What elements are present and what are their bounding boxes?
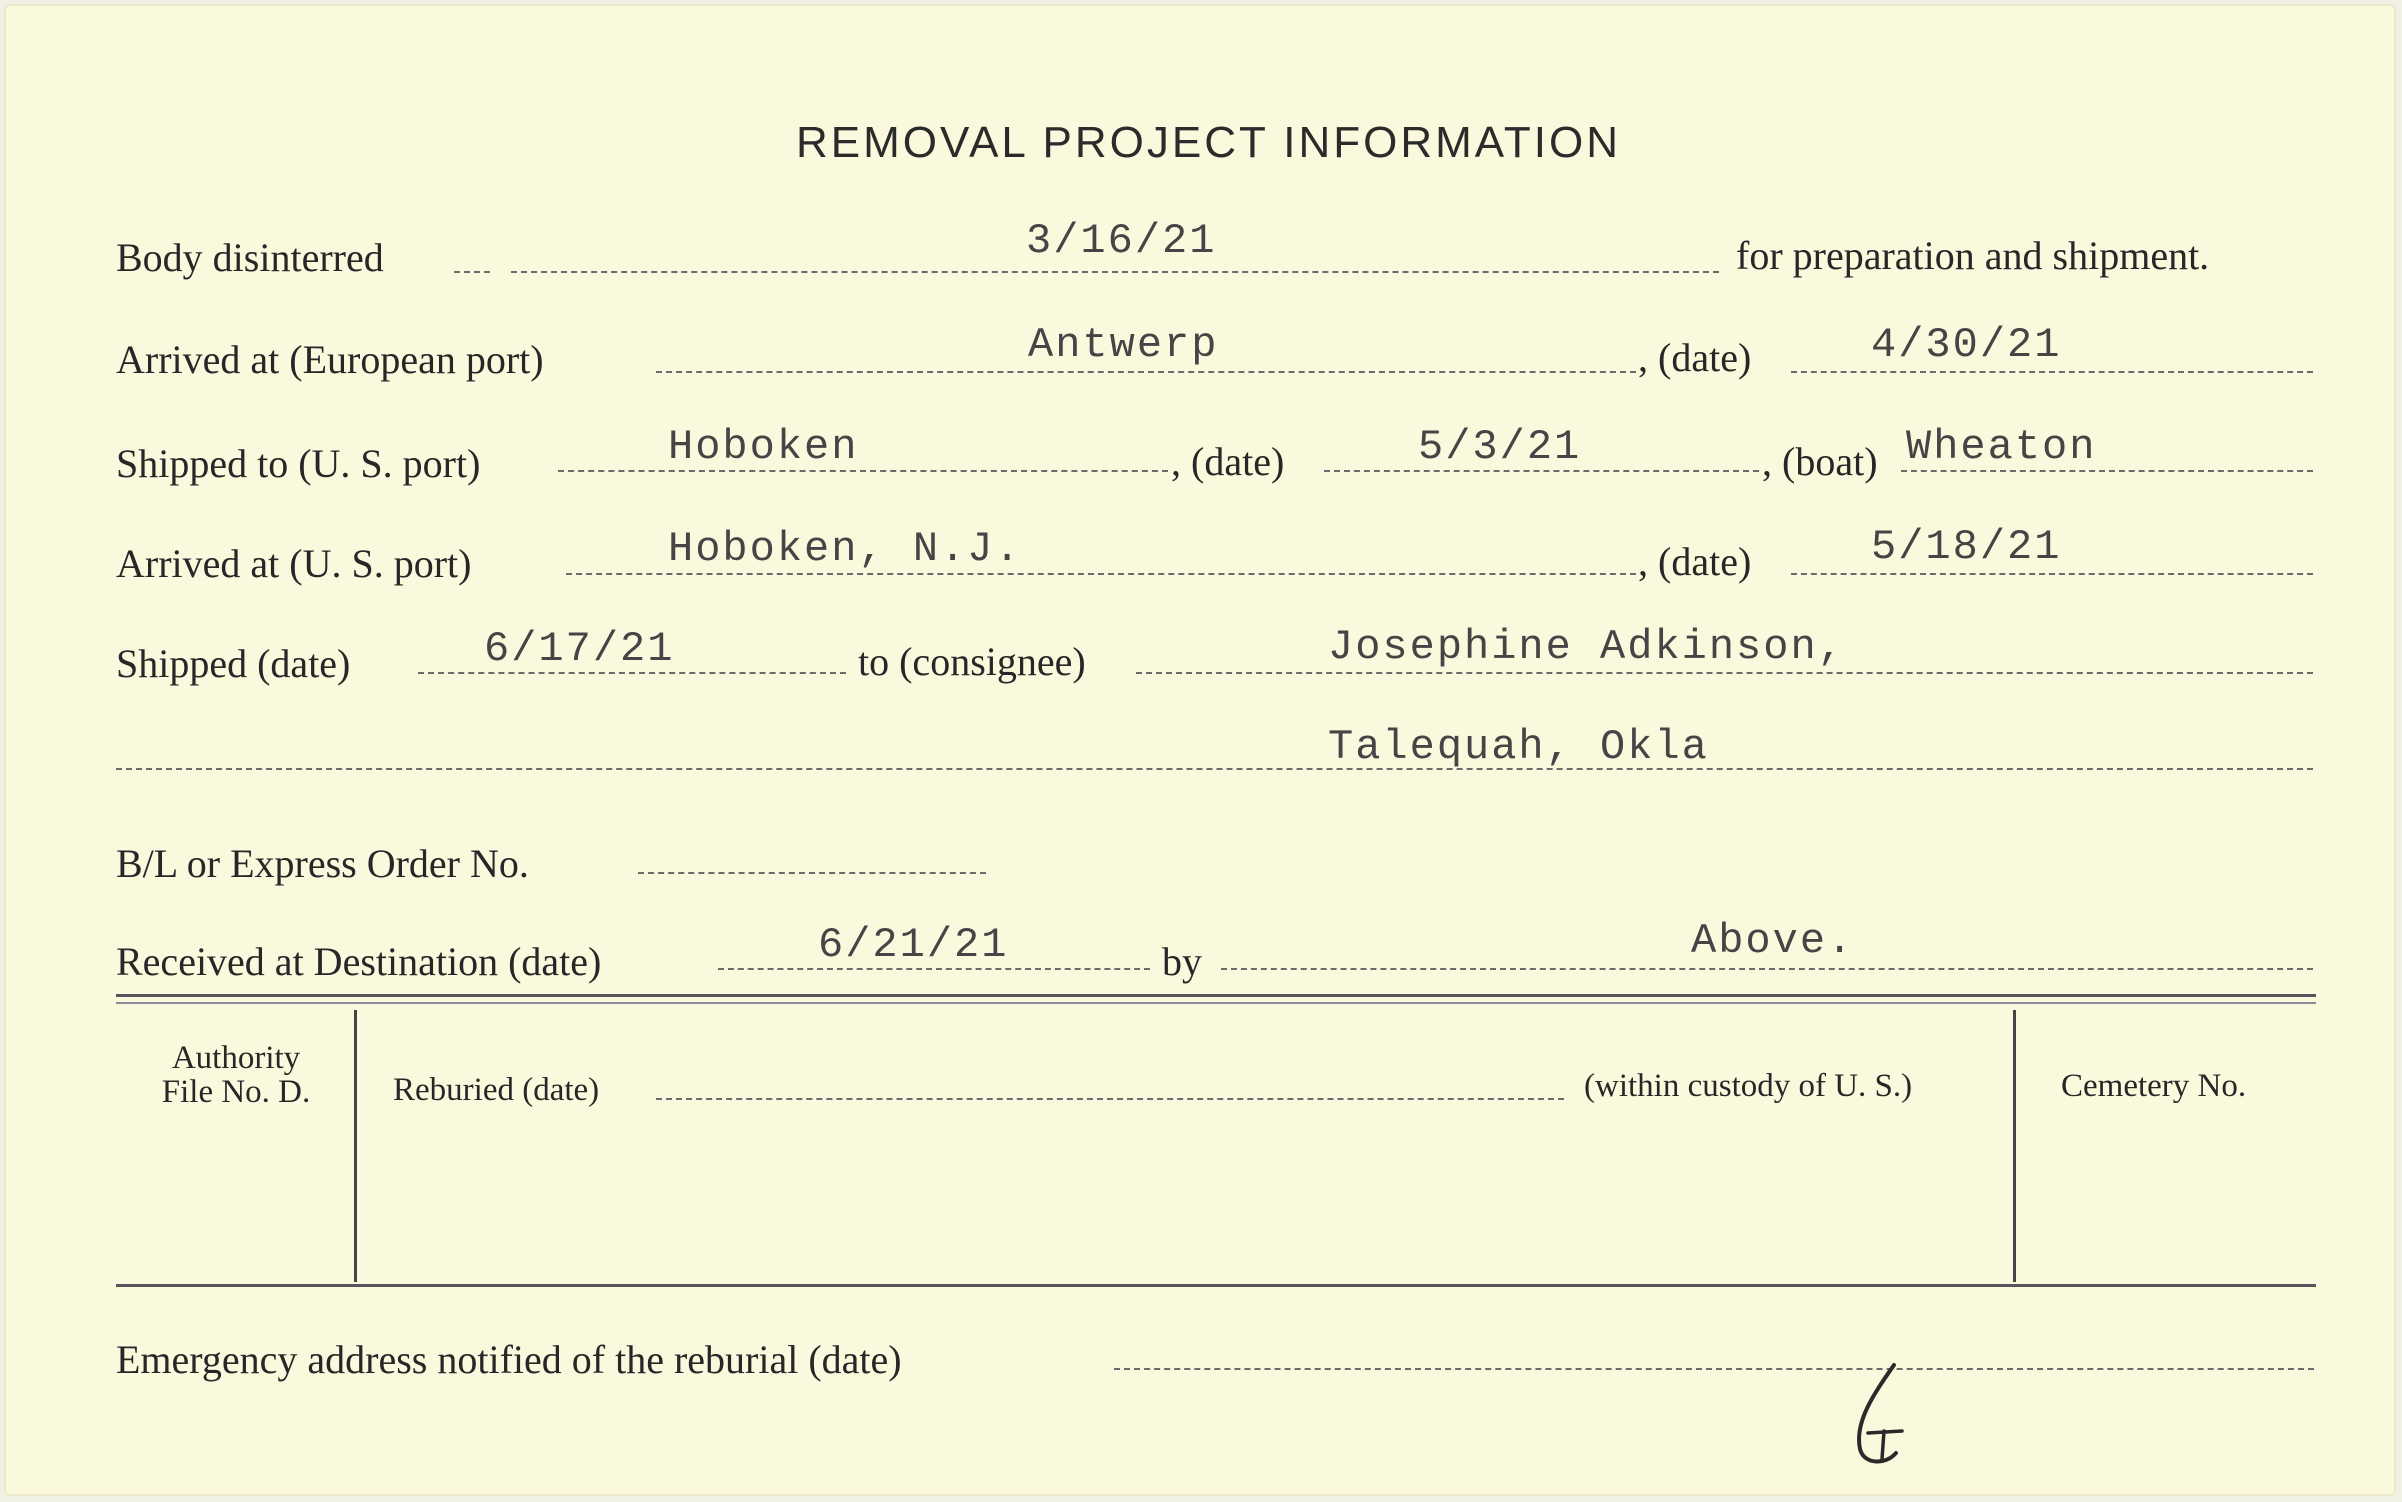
cemetery-label: Cemetery No. <box>2061 1068 2247 1104</box>
arrived-us-date-label: , (date) <box>1638 539 1752 584</box>
received-by-label: by <box>1162 939 1202 984</box>
authority-label-line2: File No. D. <box>161 1074 311 1110</box>
european-port-date-value[interactable]: 4/30/21 <box>1871 321 2062 369</box>
table-bottom-rule <box>116 1284 2316 1287</box>
consignee-line <box>1136 672 2313 674</box>
arrived-us-date-value[interactable]: 5/18/21 <box>1871 523 2062 571</box>
disinterred-label: Body disinterred <box>116 235 384 280</box>
order-line <box>638 872 986 874</box>
custody-label: (within custody of U. S.) <box>1584 1068 1913 1104</box>
received-value[interactable]: 6/21/21 <box>818 921 1009 969</box>
disinterred-line <box>511 271 1719 273</box>
form-title: REMOVAL PROJECT INFORMATION <box>796 118 1621 167</box>
shipped-us-line <box>558 470 1168 472</box>
arrived-us-value[interactable]: Hoboken, N.J. <box>668 525 1022 573</box>
european-port-date-line <box>1791 371 2313 373</box>
consignee-value-line2[interactable]: Talequah, Okla <box>1328 723 1709 771</box>
european-port-date-label: , (date) <box>1638 335 1752 380</box>
table-divider-left <box>354 1010 357 1282</box>
boat-value[interactable]: Wheaton <box>1906 423 2097 471</box>
arrived-us-date-line <box>1791 573 2313 575</box>
shipped-us-date-value[interactable]: 5/3/21 <box>1418 423 1582 471</box>
authority-label-line1: Authority <box>171 1040 301 1076</box>
received-by-value[interactable]: Above. <box>1691 917 1855 965</box>
reburied-line <box>656 1098 1564 1100</box>
arrived-us-label: Arrived at (U. S. port) <box>116 541 472 586</box>
consignee-label: to (consignee) <box>858 639 1086 684</box>
disinterred-value[interactable]: 3/16/21 <box>1026 217 1217 265</box>
disinterred-suffix: for preparation and shipment. <box>1736 233 2210 278</box>
handwritten-initials-mark <box>1846 1361 1916 1471</box>
received-label: Received at Destination (date) <box>116 939 602 984</box>
emergency-line <box>1114 1368 2314 1370</box>
removal-card <box>4 4 2396 1496</box>
shipped-date-value[interactable]: 6/17/21 <box>484 625 675 673</box>
table-top-rule-2 <box>116 1002 2316 1004</box>
shipped-us-date-label: , (date) <box>1171 439 1285 484</box>
european-port-label: Arrived at (European port) <box>116 337 544 382</box>
consignee-value-line1[interactable]: Josephine Adkinson, <box>1328 623 1845 671</box>
disinterred-leader <box>454 271 490 273</box>
shipped-us-value[interactable]: Hoboken <box>668 423 859 471</box>
reburied-label: Reburied (date) <box>393 1072 600 1108</box>
shipped-us-label: Shipped to (U. S. port) <box>116 441 481 486</box>
emergency-label: Emergency address notified of the reburial (date) <box>116 1337 902 1382</box>
table-divider-right <box>2013 1010 2016 1282</box>
arrived-us-line <box>566 573 1636 575</box>
table-top-rule <box>116 994 2316 997</box>
shipped-date-label: Shipped (date) <box>116 641 351 686</box>
received-by-line <box>1221 968 2313 970</box>
consignee-line-2 <box>116 768 2313 770</box>
order-label: B/L or Express Order No. <box>116 841 529 886</box>
european-port-line <box>656 371 1636 373</box>
boat-label: , (boat) <box>1762 439 1878 484</box>
european-port-value[interactable]: Antwerp <box>1028 321 1219 369</box>
